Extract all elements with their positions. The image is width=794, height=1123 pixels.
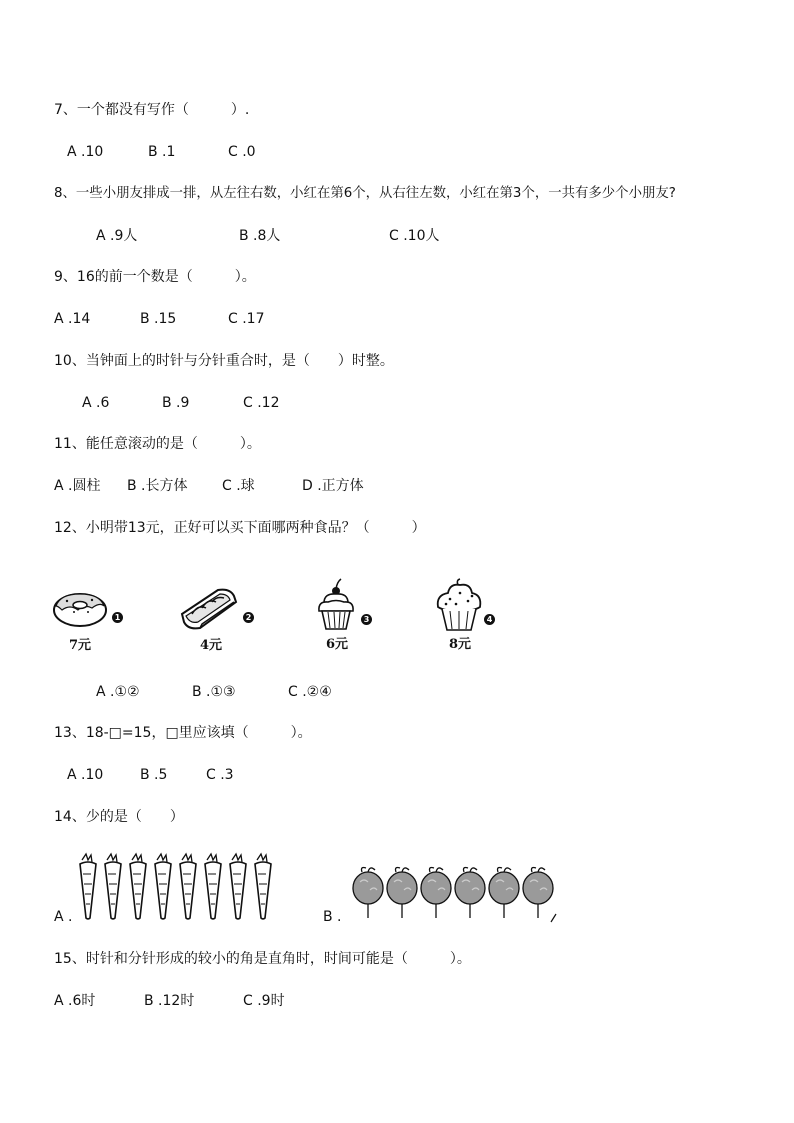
question-12: 12、小明带13元，正好可以买下面哪两种食品？（ ）	[54, 520, 426, 536]
q13-option-a[interactable]: A .10	[67, 767, 104, 783]
q8-option-c[interactable]: C .10人	[389, 228, 440, 244]
carrots-group	[76, 852, 276, 922]
question-9: 9、16的前一个数是（ ）。	[54, 269, 256, 285]
q12-option-a[interactable]: A .①②	[96, 684, 140, 700]
q8-option-b[interactable]: B .8人	[239, 228, 281, 244]
q11-option-a[interactable]: A .圆柱	[54, 478, 101, 494]
radishes-group	[350, 864, 562, 924]
food-4-number: 4	[484, 614, 495, 625]
q11-option-c[interactable]: C .球	[222, 478, 255, 494]
q12-option-b[interactable]: B .①③	[192, 684, 236, 700]
q7-option-b[interactable]: B .1	[148, 144, 176, 160]
question-15: 15、时针和分针形成的较小的角是直角时，时间可能是（ ）。	[54, 951, 471, 967]
food-1-number: 1	[112, 612, 123, 623]
question-13: 13、18-□=15，□里应该填（ ）。	[54, 725, 312, 741]
q9-option-c[interactable]: C .17	[228, 311, 265, 327]
food-2-number: 2	[243, 612, 254, 623]
food-3-price: 6元	[326, 637, 349, 652]
question-8: 8、一些小朋友排成一排，从左往右数，小红在第6个，从右往左数，小红在第3个，一共有多少个小朋友?	[54, 186, 676, 201]
q13-option-c[interactable]: C .3	[206, 767, 234, 783]
q15-option-b[interactable]: B .12时	[144, 993, 195, 1009]
food-1-price: 7元	[69, 638, 92, 653]
q15-option-c[interactable]: C .9时	[243, 993, 285, 1009]
q14-option-b[interactable]: B .	[323, 909, 342, 925]
q15-option-a[interactable]: A .6时	[54, 993, 96, 1009]
q9-option-a[interactable]: A .14	[54, 311, 91, 327]
question-14: 14、少的是（ ）	[54, 809, 184, 825]
radish-icon	[353, 868, 383, 919]
question-7: 7、一个都没有写作（ ）.	[54, 102, 250, 118]
bread-icon	[178, 584, 240, 632]
q10-option-b[interactable]: B .9	[162, 395, 190, 411]
cherry-cupcake-icon	[314, 577, 358, 633]
q14-option-a[interactable]: A .	[54, 909, 73, 925]
q8-option-a[interactable]: A .9人	[96, 228, 138, 244]
food-4-price: 8元	[449, 637, 472, 652]
q7-option-a[interactable]: A .10	[67, 144, 104, 160]
q13-option-b[interactable]: B .5	[140, 767, 168, 783]
q9-option-b[interactable]: B .15	[140, 311, 177, 327]
q11-option-d[interactable]: D .正方体	[302, 478, 364, 494]
muffin-icon	[434, 577, 484, 633]
food-3-number: 3	[361, 614, 372, 625]
donut-icon	[52, 588, 110, 630]
food-2-price: 4元	[200, 638, 223, 653]
q7-option-c[interactable]: C .0	[228, 144, 256, 160]
question-11: 11、能任意滚动的是（ ）。	[54, 436, 261, 452]
question-10: 10、当钟面上的时针与分针重合时，是（ ）时整。	[54, 353, 394, 369]
carrot-icon	[80, 854, 96, 919]
q11-option-b[interactable]: B .长方体	[127, 478, 188, 494]
q10-option-c[interactable]: C .12	[243, 395, 280, 411]
q10-option-a[interactable]: A .6	[82, 395, 110, 411]
q12-option-c[interactable]: C .②④	[288, 684, 332, 700]
